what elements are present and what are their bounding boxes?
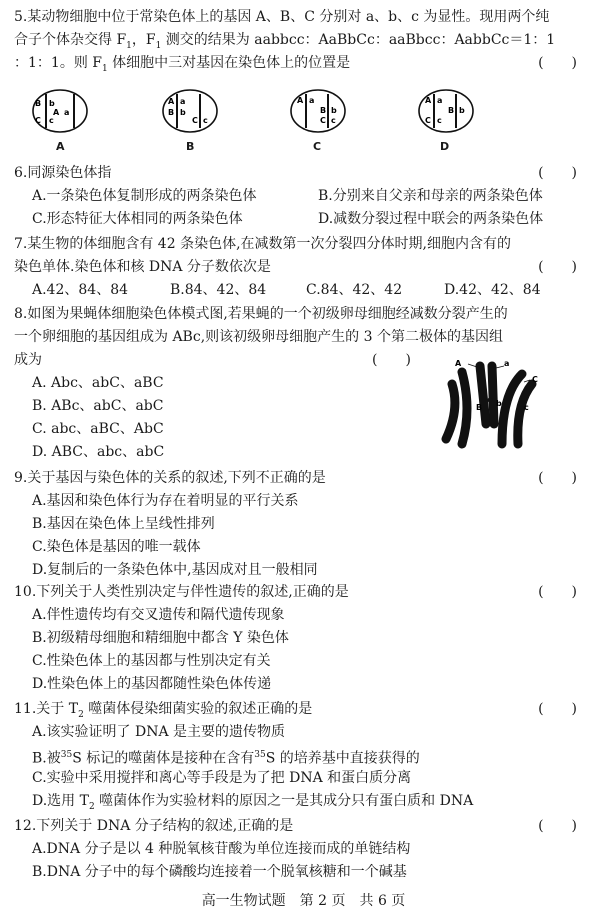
svg-text:B: B <box>320 106 327 115</box>
q9-stem: 9.关于基因与染色体的关系的叙述,下列不正确的是 <box>14 470 326 486</box>
q5-line2: 合子个体杂交得 $F_1$，$F_1$ 测交的结果为 aabbcc：AaBbCc：aaBbcc：AabbCc＝1：1 <box>14 32 556 51</box>
svg-text:b: b <box>49 99 55 108</box>
gene-label-B: B <box>476 403 483 412</box>
q8-option-c: C. abc、aBC、AbC <box>32 421 164 437</box>
svg-text:b: b <box>331 106 337 115</box>
svg-text:a: a <box>437 96 443 105</box>
q5-line1: 5.某动物细胞中位于常染色体上的基因 A、B、C 分别对 a、b、c 为显性。现用两个纯 <box>14 9 550 25</box>
gene-label-C: C <box>532 375 538 384</box>
svg-text:c: c <box>49 116 54 125</box>
q7-option-b: B.84、42、84 <box>170 282 267 298</box>
q11-option-a: A.该实验证明了 DNA 是主要的遗传物质 <box>32 724 286 740</box>
svg-text:c: c <box>437 116 442 125</box>
svg-text:C: C <box>192 116 198 125</box>
q7-option-a: A.42、84、84 <box>32 282 129 298</box>
q11-stem: 11.关于 $T_2$ 噬菌体侵染细菌实验的叙述正确的是 <box>14 701 313 720</box>
q6-option-d: D.减数分裂过程中联会的两条染色体 <box>318 211 544 227</box>
svg-text:A: A <box>53 108 60 117</box>
q11-option-c: C.实验中采用搅拌和离心等手段是为了把 DNA 和蛋白质分离 <box>32 770 412 786</box>
q6-option-c: C.形态特征大体相同的两条染色体 <box>32 211 243 227</box>
q10-option-a: A.伴性遗传均有交叉遗传和隔代遗传现象 <box>32 607 285 623</box>
svg-text:c: c <box>203 116 208 125</box>
q12-option-b: B.DNA 分子中的每个磷酸均连接着一个脱氧核糖和一个碱基 <box>32 864 407 880</box>
q7-line1: 7.某生物的体细胞含有 42 条染色体,在减数第一次分裂四分体时期,细胞内含有的 <box>14 236 511 252</box>
q6-stem: 6.同源染色体指 <box>14 165 112 181</box>
svg-text:b: b <box>459 106 465 115</box>
q9-option-a: A.基因和染色体行为存在着明显的平行关系 <box>32 493 299 509</box>
q5-cell-diagram-b <box>160 86 220 136</box>
q5-option-b-label: B <box>186 140 195 153</box>
q8-option-a: A. Abc、abC、aBC <box>32 375 164 391</box>
q5-option-c-label: C <box>313 140 322 153</box>
q11-answer-paren: ( ) <box>538 701 577 717</box>
q8-line3: 成为 <box>14 352 42 368</box>
svg-text:A: A <box>297 96 304 105</box>
q7-option-c: C.84、42、42 <box>306 282 403 298</box>
gene-label-a: a <box>504 359 510 368</box>
svg-text:C: C <box>425 116 431 125</box>
q8-line2: 一个卵细胞的基因组成为 ABc,则该初级卵母细胞产生的 3 个第二极体的基因组 <box>14 329 503 345</box>
svg-text:B: B <box>35 99 42 108</box>
q8-answer-paren: ( ) <box>372 352 411 368</box>
gene-label-b: b <box>496 399 502 408</box>
q6-option-b: B.分别来自父亲和母亲的两条染色体 <box>318 188 543 204</box>
q8-option-b: B. ABc、abC、abC <box>32 398 164 414</box>
svg-text:A: A <box>425 96 432 105</box>
q9-option-b: B.基因在染色体上呈线性排列 <box>32 516 215 532</box>
q6-option-a: A.一条染色体复制形成的两条染色体 <box>32 188 257 204</box>
q12-option-a: A.DNA 分子是以 4 种脱氧核苷酸为单位连接而成的单链结构 <box>32 841 411 857</box>
svg-text:a: a <box>180 97 186 106</box>
q12-answer-paren: ( ) <box>538 818 577 834</box>
q12-stem: 12.下列关于 DNA 分子结构的叙述,正确的是 <box>14 818 294 834</box>
svg-text:b: b <box>180 108 186 117</box>
q5-cell-diagram-c <box>288 86 348 136</box>
q5-cell-diagram-a <box>30 86 90 136</box>
q9-option-c: C.染色体是基因的唯一载体 <box>32 539 201 555</box>
svg-text:A: A <box>168 97 175 106</box>
q7-line2: 染色单体.染色体和核 DNA 分子数依次是 <box>14 259 271 275</box>
q11-option-d: D.选用 $T_2$ 噬菌体作为实验材料的原因之一是其成分只有蛋白质和 DNA <box>32 793 474 812</box>
svg-text:c: c <box>331 116 336 125</box>
q10-option-b: B.初级精母细胞和精细胞中都含 Y 染色体 <box>32 630 289 646</box>
svg-text:B: B <box>168 108 175 117</box>
fruit-fly-chromosome-diagram <box>432 354 544 450</box>
q6-answer-paren: ( ) <box>538 165 577 181</box>
q10-stem: 10.下列关于人类性别决定与伴性遗传的叙述,正确的是 <box>14 584 349 600</box>
q8-line1: 8.如图为果蝇体细胞染色体模式图,若果蝇的一个初级卵母细胞经减数分裂产生的 <box>14 306 508 322</box>
svg-text:a: a <box>64 108 70 117</box>
svg-text:C: C <box>320 116 326 125</box>
q8-option-d: D. ABC、abc、abC <box>32 444 165 460</box>
svg-text:a: a <box>309 96 315 105</box>
q7-answer-paren: ( ) <box>538 259 577 275</box>
q5-option-a-label: A <box>56 140 65 153</box>
q9-option-d: D.复制后的一条染色体中,基因成对且一般相同 <box>32 562 318 578</box>
q5-line3: ：1：1。则 $F_1$ 体细胞中三对基因在染色体上的位置是 <box>14 55 351 74</box>
gene-label-c: c <box>524 403 529 412</box>
svg-text:B: B <box>448 106 455 115</box>
q10-option-d: D.性染色体上的基因都随性染色体传递 <box>32 676 272 692</box>
q11-option-b: B.被$^{35}$S 标记的噬菌体是接种在含有$^{35}$S 的培养基中直接获得的 <box>32 750 420 767</box>
q5-answer-paren: ( ) <box>538 55 577 71</box>
q5-cell-diagram-d <box>416 86 476 136</box>
q10-answer-paren: ( ) <box>538 584 577 600</box>
page-footer: 高一生物试题 第 2 页 共 6 页 <box>201 893 406 909</box>
gene-label-A: A <box>455 359 462 368</box>
svg-text:C: C <box>35 116 41 125</box>
q5-option-d-label: D <box>440 140 450 153</box>
q7-option-d: D.42、42、84 <box>444 282 541 298</box>
q9-answer-paren: ( ) <box>538 470 577 486</box>
q10-option-c: C.性染色体上的基因都与性别决定有关 <box>32 653 271 669</box>
